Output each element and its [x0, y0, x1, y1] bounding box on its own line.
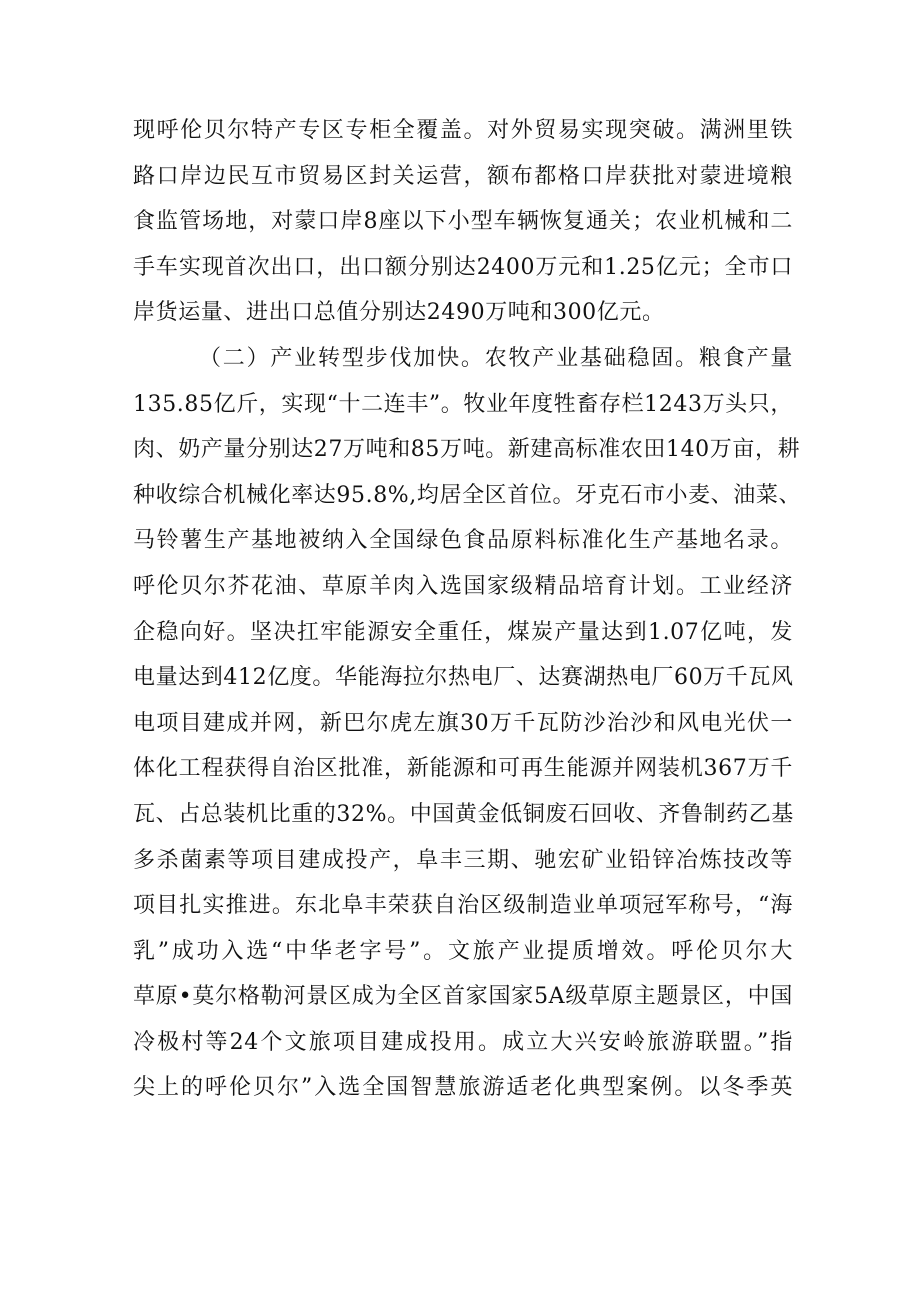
text-line: 瓦、占总装机比重的32%。中国黄金低铜废石回收、齐鲁制药乙基: [133, 801, 794, 827]
text-line: 岸货运量、进出口总值分别达2490万吨和300亿元。: [133, 300, 665, 326]
text-line: 电量达到412亿度。华能海拉尔热电厂、达赛湖热电厂60万千瓦风: [133, 665, 794, 691]
text-line: 食监管场地，对蒙口岸8座以下小型车辆恢复通关；农业机械和二: [133, 209, 793, 235]
text-line: 项目扎实推进。东北阜丰荣获自治区级制造业单项冠军称号，“海: [133, 893, 793, 919]
text-line: 手车实现首次出口，出口额分别达2400万元和1.25亿元；全市口: [133, 254, 793, 280]
text-line: 多杀菌素等项目建成投产，阜丰三期、驰宏矿业铅锌冶炼技改等: [133, 847, 793, 873]
text-line: 电项目建成并网，新巴尔虎左旗30万千瓦防沙治沙和风电光伏一: [133, 710, 793, 736]
text-line: 体化工程获得自治区批准，新能源和可再生能源并网装机367万千: [133, 756, 793, 782]
text-line: 种收综合机械化率达95.8%,均居全区首位。牙克石市小麦、油菜、: [133, 482, 802, 508]
paragraph-heading-line: （二）产业转型步伐加快。农牧产业基础稳固。粮食产量: [199, 345, 793, 371]
text-line: 135.85亿斤，实现“十二连丰”。牧业年度牲畜存栏1243万头只，: [133, 391, 793, 417]
text-line: 冷极村等24个文旅项目建成投用。成立大兴安岭旅游联盟。”指: [133, 1029, 793, 1055]
text-line: 路口岸边民互市贸易区封关运营，额布都格口岸获批对蒙进境粮: [133, 163, 793, 189]
text-line: 乳”成功入选“中华老字号”。文旅产业提质增效。呼伦贝尔大: [133, 938, 793, 964]
text-line: 现呼伦贝尔特产专区专柜全覆盖。对外贸易实现突破。满洲里铁: [133, 118, 793, 143]
text-line: 草原•莫尔格勒河景区成为全区首家国家5A级草原主题景区，中国: [133, 984, 793, 1010]
text-line: 尖上的呼伦贝尔”入选全国智慧旅游适老化典型案例。以冬季英: [133, 1075, 793, 1101]
text-line: 肉、奶产量分别达27万吨和85万吨。新建高标准农田140万亩，耕: [133, 437, 801, 463]
text-line: 呼伦贝尔芥花油、草原羊肉入选国家级精品培育计划。工业经济: [133, 573, 793, 599]
text-line: 马铃薯生产基地被纳入全国绿色食品原料标准化生产基地名录。: [133, 528, 793, 554]
text-line: 企稳向好。坚决扛牢能源安全重任，煤炭产量达到1.07亿吨，发: [133, 619, 793, 645]
document-body: [133, 108, 802, 1111]
